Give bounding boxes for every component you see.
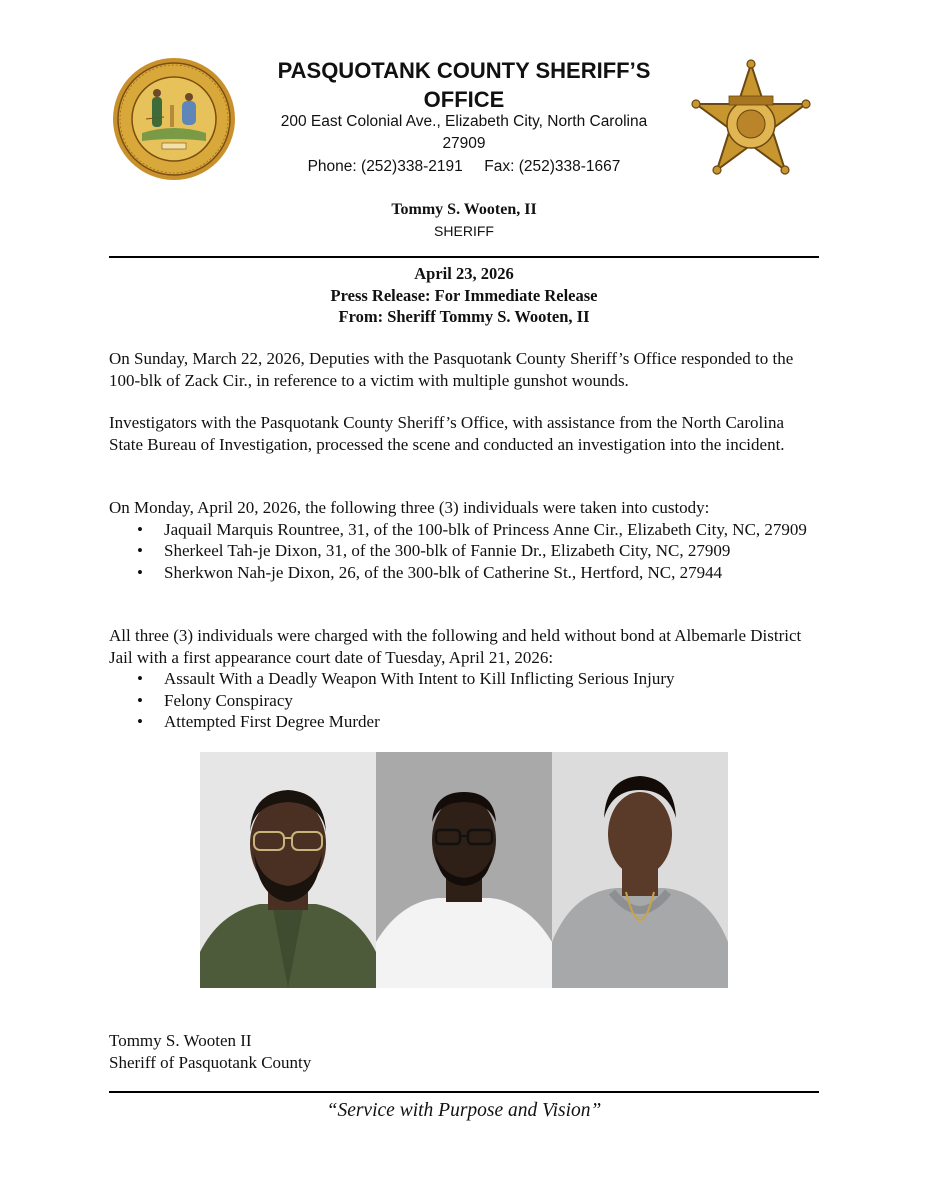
office-zip: 27909 — [442, 135, 486, 152]
header-divider — [109, 256, 819, 258]
mugshot-photo — [552, 752, 728, 988]
sheriff-badge — [684, 58, 818, 182]
charges-section — [109, 625, 821, 733]
incident-paragraph — [109, 348, 821, 391]
list-item: • Sherkwon Nah-je Dixon, 26, of the 300-blk of Catherine St., Hertford, NC, 27944 — [109, 562, 821, 584]
sheriff-star-icon — [684, 58, 818, 182]
mugshot-photo — [376, 752, 552, 988]
signature-title: Sheriff of Pasquotank County — [109, 1053, 312, 1072]
sheriff-title: SHERIFF — [434, 223, 494, 239]
release-date: April 23, 2026 — [414, 264, 514, 283]
release-from: From: Sheriff Tommy S. Wooten, II — [338, 307, 590, 326]
paragraph-text: On Sunday, March 22, 2026, Deputies with the Pasquotank County Sheriff’s Office responded to the 100-blk of Zack Cir., in reference to a victim with multiple gunshot wounds. — [109, 349, 794, 390]
office-phone-fax: Phone: (252)338-2191 Fax: (252)338-1667 — [307, 158, 621, 175]
custody-section — [109, 497, 821, 583]
person-image — [200, 752, 376, 988]
individuals-list — [109, 519, 821, 584]
list-item: • Felony Conspiracy — [109, 690, 821, 712]
paragraph-text: Investigators with the Pasquotank County Sheriff’s Office, with assistance from the North Carolina State Bureau of Investigation, processed the scene and conducted an investigation into the incident. — [109, 413, 785, 454]
charges-intro: All three (3) individuals were charged with the following and held without bond at Albemarle District Jail with a first appearance court date of Tuesday, April 21, 2026: — [109, 626, 802, 667]
charges-list — [109, 668, 821, 733]
nc-state-seal — [112, 57, 236, 181]
list-item: • Attempted First Degree Murder — [109, 711, 821, 733]
office-motto: “Service with Purpose and Vision” — [326, 1100, 602, 1121]
person-image — [552, 752, 728, 988]
office-title: PASQUOTANK COUNTY SHERIFF’S OFFICE — [277, 58, 651, 112]
mugshot-photos — [200, 752, 728, 988]
custody-intro: On Monday, April 20, 2026, the following three (3) individuals were taken into custody: — [109, 498, 710, 517]
investigation-paragraph — [109, 412, 821, 455]
state-seal-icon — [112, 57, 236, 181]
signature-name: Tommy S. Wooten II — [109, 1031, 252, 1050]
footer-divider — [109, 1091, 819, 1093]
person-image — [376, 752, 552, 988]
release-type: Press Release: For Immediate Release — [330, 286, 598, 305]
office-address: 200 East Colonial Ave., Elizabeth City, North Carolina — [280, 113, 648, 130]
list-item: • Sherkeel Tah-je Dixon, 31, of the 300-blk of Fannie Dr., Elizabeth City, NC, 27909 — [109, 540, 821, 562]
list-item: • Assault With a Deadly Weapon With Intent to Kill Inflicting Serious Injury — [109, 668, 821, 690]
sheriff-name: Tommy S. Wooten, II — [391, 201, 537, 218]
mugshot-photo — [200, 752, 376, 988]
list-item: • Jaquail Marquis Rountree, 31, of the 100-blk of Princess Anne Cir., Elizabeth City, NC, 27909 — [109, 519, 821, 541]
